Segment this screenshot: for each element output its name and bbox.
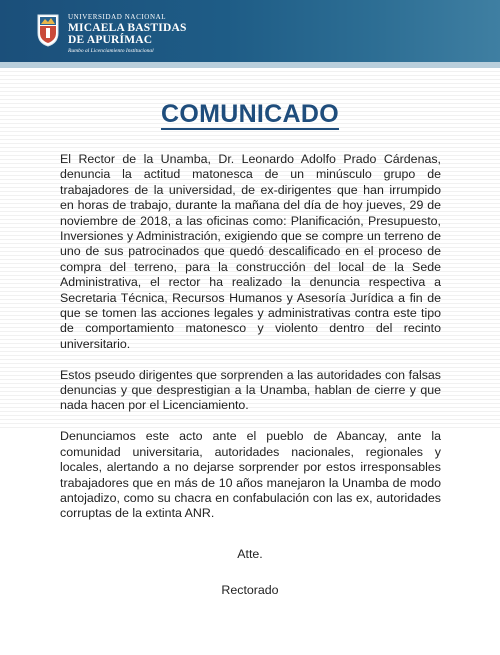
document-body: [60, 152, 441, 537]
document-title: [0, 100, 500, 129]
university-line1: UNIVERSIDAD NACIONAL: [68, 13, 167, 21]
document-title-text: COMUNICADO: [161, 100, 339, 128]
paragraph-3: Denunciamos este acto ante el pueblo de Abancay, ante la comunidad universitaria, autoridades nacionales, regionales y locales, alertando a no dejarse sorprender por estos irresponsables trabajadores que en más de 10 años manejaron la Unamba de modo antojadizo, como su chacra en confabulación con las ex, autoridades corruptas de la extinta ANR.: [60, 429, 441, 521]
closing-text: Atte.: [237, 547, 263, 561]
paragraph-1: El Rector de la Unamba, Dr. Leonardo Adolfo Prado Cárdenas, denuncia la actitud matonesca de un minúsculo grupo de trabajadores de la universidad, de ex-dirigentes que han irrumpido en horas de trabajo, durante la mañana del día de hoy jueves, 29 de noviembre de 2018, a las oficinas como: Planificación, Presupuesto, Inversiones y Administración, exigiendo que se compre un terreno de uno de sus patrocinados que quedó descalificado en el proceso de compra del terreno, para la construcción del local de la Sede Administrativa, el rector ha realizado la denuncia respectiva a Secretaria Técnica, Recursos Humanos y Asesoría Jurídica a fin de que se tomen las acciones legales y administrativas contra este tipo de comportamiento matonesco y violento dentro del recinto universitario.: [60, 152, 441, 351]
paragraph-2: Estos pseudo dirigentes que sorprenden a las autoridades con falsas denuncias y que desprestigian a la Unamba, hablan de cierre y que nada hacen por el Licenciamiento.: [60, 367, 441, 413]
header-band: [0, 0, 500, 62]
university-name: [68, 13, 187, 55]
university-line2: MICAELA BASTIDAS: [68, 22, 187, 34]
university-line3: DE APURÍMAC: [68, 34, 153, 46]
university-tagline: Rumbo al Licenciamiento Institucional: [68, 48, 154, 54]
university-crest-icon: [36, 13, 60, 47]
signature-text: Rectorado: [221, 583, 279, 597]
